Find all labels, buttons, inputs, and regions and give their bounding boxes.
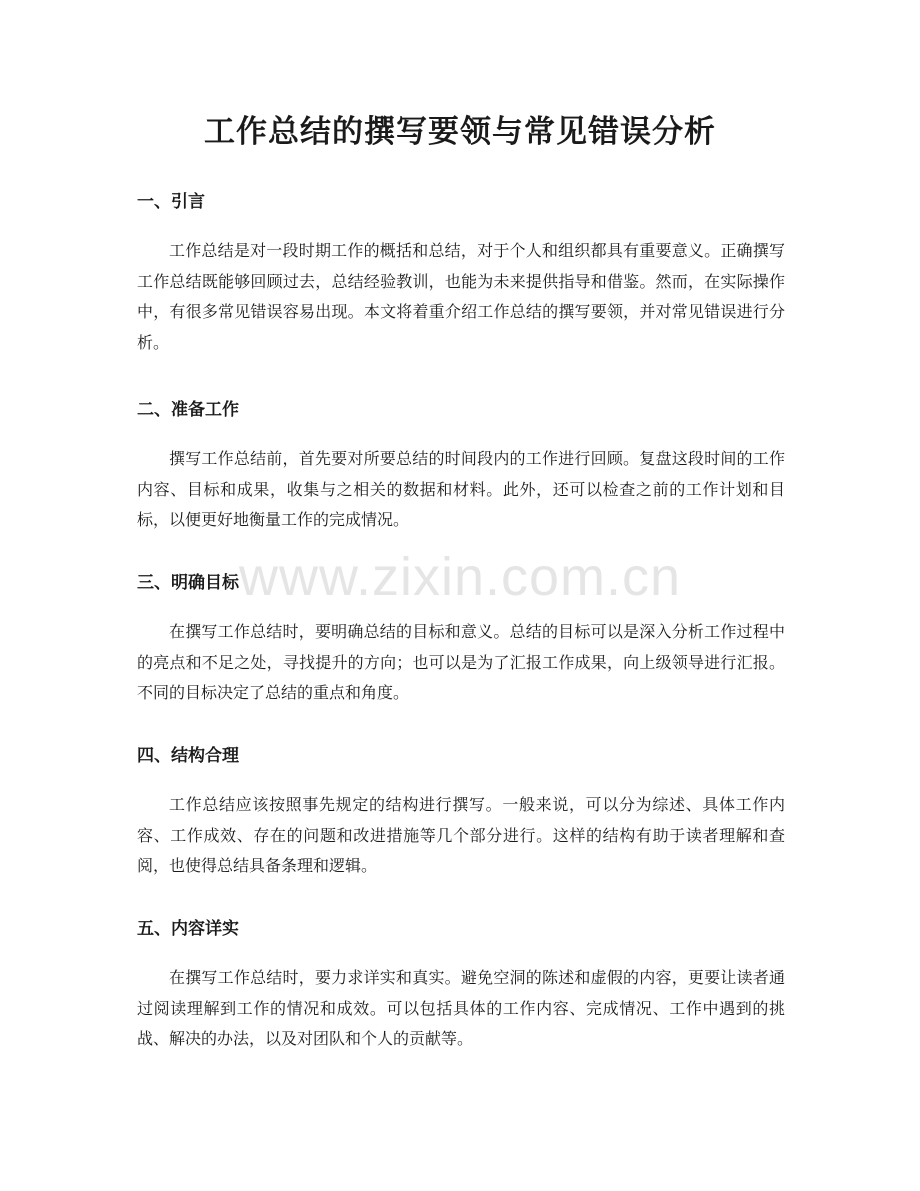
section-heading-preparation: 二、准备工作 xyxy=(137,400,239,420)
document-title: 工作总结的撰写要领与常见错误分析 xyxy=(204,114,716,150)
section-paragraph-content: 在撰写工作总结时，要力求详实和真实。避免空洞的陈述和虚假的内容，更要让读者通过阅读理解到工作的情况和成效。可以包括具体的工作内容、完成情况、工作中遇到的挑战、解决的办法，以及对团队和个人的贡献等。 xyxy=(137,968,785,1048)
section-heading-content: 五、内容详实 xyxy=(137,919,239,939)
section-paragraph-structure: 工作总结应该按照事先规定的结构进行撰写。一般来说，可以分为综述、具体工作内容、工作成效、存在的问题和改进措施等几个部分进行。这样的结构有助于读者理解和查阅，也使得总结具备条理和逻辑。 xyxy=(137,795,785,875)
section-heading-structure: 四、结构合理 xyxy=(137,746,239,766)
section-heading-intro: 一、引言 xyxy=(137,192,205,212)
section-heading-goals: 三、明确目标 xyxy=(137,573,239,593)
section-paragraph-intro: 工作总结是对一段时期工作的概括和总结，对于个人和组织都具有重要意义。正确撰写工作总结既能够回顾过去，总结经验教训，也能为未来提供指导和借鉴。然而，在实际操作中，有很多常见错误容易出现。本文将着重介绍工作总结的撰写要领，并对常见错误进行分析。 xyxy=(137,241,785,352)
watermark: www.zixin.com.cn xyxy=(238,547,682,607)
section-paragraph-preparation: 撰写工作总结前，首先要对所要总结的时间段内的工作进行回顾。复盘这段时间的工作内容、目标和成果，收集与之相关的数据和材料。此外，还可以检查之前的工作计划和目标，以便更好地衡量工作的完成情况。 xyxy=(137,449,785,529)
section-paragraph-goals: 在撰写工作总结时，要明确总结的目标和意义。总结的目标可以是深入分析工作过程中的亮点和不足之处，寻找提升的方向；也可以是为了汇报工作成果，向上级领导进行汇报。不同的目标决定了总结的重点和角度。 xyxy=(137,622,785,702)
